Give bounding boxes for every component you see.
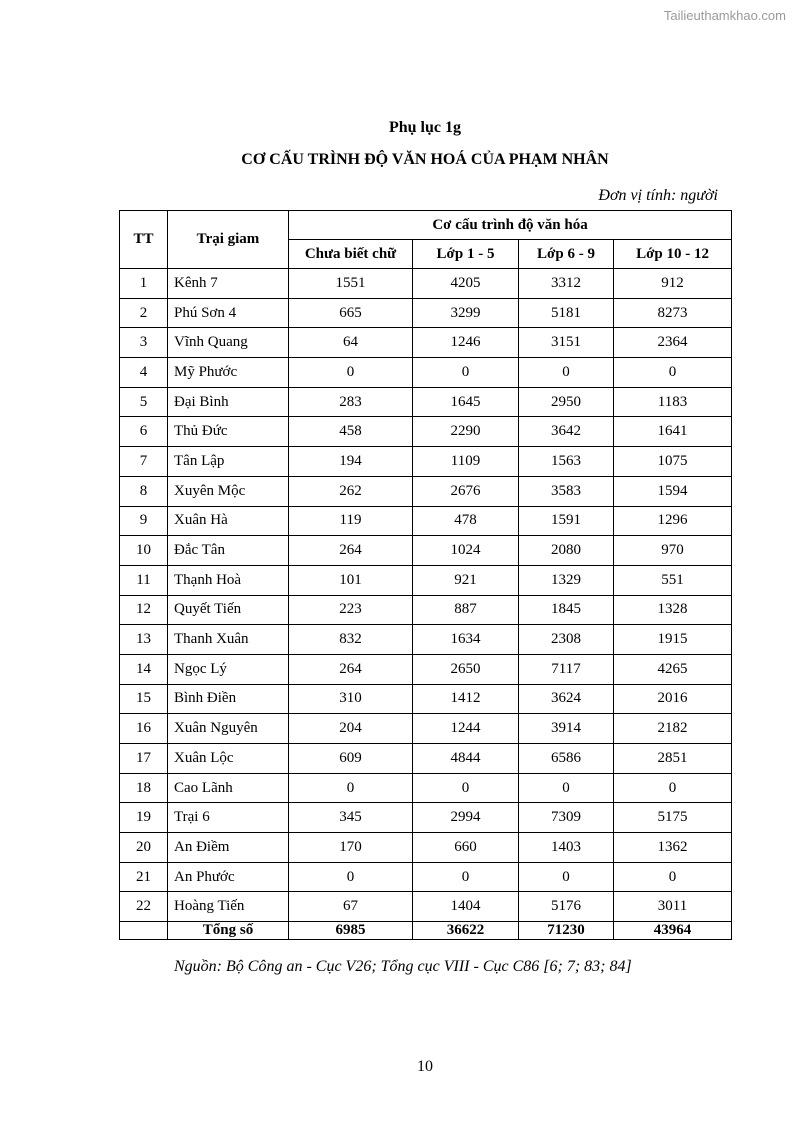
page-number: 10 xyxy=(417,1058,433,1075)
grade-10-12-count: 2182 xyxy=(614,714,732,744)
camp-name: Xuân Hà xyxy=(168,506,289,536)
grade-10-12-count: 1362 xyxy=(614,833,732,863)
grade-6-9-count: 3151 xyxy=(519,328,614,358)
camp-name: An Phước xyxy=(168,862,289,892)
grade-6-9-count: 0 xyxy=(519,862,614,892)
illiterate-count: 67 xyxy=(289,892,413,922)
table-row xyxy=(120,506,732,536)
camp-name: Trại 6 xyxy=(168,803,289,833)
camp-name: Hoàng Tiến xyxy=(168,892,289,922)
camp-name: Thạnh Hoà xyxy=(168,565,289,595)
row-number: 7 xyxy=(120,447,168,477)
illiterate-count: 1551 xyxy=(289,269,413,299)
row-number: 2 xyxy=(120,298,168,328)
grade-6-9-count: 2308 xyxy=(519,625,614,655)
row-number: 4 xyxy=(120,358,168,388)
grade-6-9-count: 3914 xyxy=(519,714,614,744)
row-number: 3 xyxy=(120,328,168,358)
total-illiterate: 6985 xyxy=(289,922,413,940)
camp-name: Mỹ Phước xyxy=(168,358,289,388)
table-row xyxy=(120,387,732,417)
illiterate-count: 283 xyxy=(289,387,413,417)
table-row xyxy=(120,654,732,684)
grade-6-9-count: 3642 xyxy=(519,417,614,447)
camp-name: Đại Bình xyxy=(168,387,289,417)
grade-10-12-count: 0 xyxy=(614,773,732,803)
table-row xyxy=(120,773,732,803)
grade-10-12-count: 2016 xyxy=(614,684,732,714)
grade-6-9-count: 1563 xyxy=(519,447,614,477)
grade-1-5-count: 1246 xyxy=(413,328,519,358)
table-row xyxy=(120,328,732,358)
illiterate-count: 264 xyxy=(289,654,413,684)
row-number: 5 xyxy=(120,387,168,417)
illiterate-count: 119 xyxy=(289,506,413,536)
illiterate-count: 101 xyxy=(289,565,413,595)
row-number: 22 xyxy=(120,892,168,922)
row-number: 14 xyxy=(120,654,168,684)
illiterate-count: 223 xyxy=(289,595,413,625)
illiterate-count: 204 xyxy=(289,714,413,744)
illiterate-count: 0 xyxy=(289,862,413,892)
camp-name: Thủ Đức xyxy=(168,417,289,447)
grade-1-5-count: 2290 xyxy=(413,417,519,447)
table-row xyxy=(120,269,732,299)
camp-name: Xuyên Mộc xyxy=(168,476,289,506)
grade-1-5-count: 660 xyxy=(413,833,519,863)
camp-name: Ngọc Lý xyxy=(168,654,289,684)
table-row xyxy=(120,625,732,655)
grade-6-9-count: 7309 xyxy=(519,803,614,833)
grade-6-9-count: 7117 xyxy=(519,654,614,684)
illiterate-count: 665 xyxy=(289,298,413,328)
header-education-group: Cơ cấu trình độ văn hóa xyxy=(289,211,732,240)
camp-name: Tân Lập xyxy=(168,447,289,477)
table-row xyxy=(120,595,732,625)
illiterate-count: 194 xyxy=(289,447,413,477)
row-number: 18 xyxy=(120,773,168,803)
illiterate-count: 0 xyxy=(289,773,413,803)
grade-10-12-count: 8273 xyxy=(614,298,732,328)
total-grade-1-5: 36622 xyxy=(413,922,519,940)
grade-10-12-count: 912 xyxy=(614,269,732,299)
header-tt: TT xyxy=(120,211,168,269)
row-number: 9 xyxy=(120,506,168,536)
grade-10-12-count: 1328 xyxy=(614,595,732,625)
header-grade-10-12: Lớp 10 - 12 xyxy=(614,240,732,269)
grade-6-9-count: 0 xyxy=(519,358,614,388)
grade-1-5-count: 0 xyxy=(413,862,519,892)
table-row xyxy=(120,803,732,833)
row-number: 16 xyxy=(120,714,168,744)
document-title: CƠ CẤU TRÌNH ĐỘ VĂN HOÁ CỦA PHẠM NHÂN xyxy=(241,151,609,168)
table-row xyxy=(120,447,732,477)
illiterate-count: 310 xyxy=(289,684,413,714)
row-number: 21 xyxy=(120,862,168,892)
row-number: 19 xyxy=(120,803,168,833)
grade-1-5-count: 0 xyxy=(413,358,519,388)
row-number: 13 xyxy=(120,625,168,655)
grade-1-5-count: 478 xyxy=(413,506,519,536)
education-level-table xyxy=(119,210,732,940)
camp-name: Bình Điền xyxy=(168,684,289,714)
grade-1-5-count: 0 xyxy=(413,773,519,803)
row-number: 8 xyxy=(120,476,168,506)
illiterate-count: 609 xyxy=(289,744,413,774)
total-label: Tổng số xyxy=(168,922,289,940)
table-row xyxy=(120,358,732,388)
grade-6-9-count: 1845 xyxy=(519,595,614,625)
grade-1-5-count: 4844 xyxy=(413,744,519,774)
table-row xyxy=(120,417,732,447)
grade-1-5-count: 1404 xyxy=(413,892,519,922)
source-note: Nguồn: Bộ Công an - Cục V26; Tổng cục VIII - Cục C86 [6; 7; 83; 84] xyxy=(174,958,632,975)
grade-1-5-count: 2676 xyxy=(413,476,519,506)
grade-10-12-count: 970 xyxy=(614,536,732,566)
camp-name: Xuân Nguyên xyxy=(168,714,289,744)
row-number: 12 xyxy=(120,595,168,625)
row-number: 6 xyxy=(120,417,168,447)
grade-10-12-count: 1915 xyxy=(614,625,732,655)
header-grade-6-9: Lớp 6 - 9 xyxy=(519,240,614,269)
grade-6-9-count: 1591 xyxy=(519,506,614,536)
table-row xyxy=(120,476,732,506)
camp-name: Cao Lãnh xyxy=(168,773,289,803)
grade-1-5-count: 1645 xyxy=(413,387,519,417)
camp-name: Vĩnh Quang xyxy=(168,328,289,358)
grade-10-12-count: 2851 xyxy=(614,744,732,774)
table-row xyxy=(120,862,732,892)
grade-1-5-count: 2650 xyxy=(413,654,519,684)
row-number: 20 xyxy=(120,833,168,863)
grade-6-9-count: 3312 xyxy=(519,269,614,299)
camp-name: Quyết Tiến xyxy=(168,595,289,625)
illiterate-count: 264 xyxy=(289,536,413,566)
grade-1-5-count: 1244 xyxy=(413,714,519,744)
camp-name: Xuân Lộc xyxy=(168,744,289,774)
camp-name: Đắc Tân xyxy=(168,536,289,566)
table-row xyxy=(120,744,732,774)
grade-10-12-count: 0 xyxy=(614,862,732,892)
grade-6-9-count: 2950 xyxy=(519,387,614,417)
illiterate-count: 262 xyxy=(289,476,413,506)
table-row xyxy=(120,298,732,328)
total-row xyxy=(120,922,732,940)
illiterate-count: 64 xyxy=(289,328,413,358)
table-body xyxy=(120,269,732,922)
grade-10-12-count: 5175 xyxy=(614,803,732,833)
grade-10-12-count: 0 xyxy=(614,358,732,388)
illiterate-count: 345 xyxy=(289,803,413,833)
grade-6-9-count: 5176 xyxy=(519,892,614,922)
grade-10-12-count: 551 xyxy=(614,565,732,595)
grade-1-5-count: 2994 xyxy=(413,803,519,833)
grade-1-5-count: 1634 xyxy=(413,625,519,655)
grade-1-5-count: 1024 xyxy=(413,536,519,566)
watermark: Tailieuthamkhao.com xyxy=(663,8,786,23)
total-grade-10-12: 43964 xyxy=(614,922,732,940)
row-number: 17 xyxy=(120,744,168,774)
grade-10-12-count: 1594 xyxy=(614,476,732,506)
camp-name: Kênh 7 xyxy=(168,269,289,299)
grade-1-5-count: 1412 xyxy=(413,684,519,714)
grade-10-12-count: 1183 xyxy=(614,387,732,417)
table-row xyxy=(120,684,732,714)
grade-6-9-count: 2080 xyxy=(519,536,614,566)
grade-6-9-count: 0 xyxy=(519,773,614,803)
illiterate-count: 170 xyxy=(289,833,413,863)
camp-name: Thanh Xuân xyxy=(168,625,289,655)
grade-1-5-count: 921 xyxy=(413,565,519,595)
total-empty-cell xyxy=(120,922,168,940)
row-number: 15 xyxy=(120,684,168,714)
grade-6-9-count: 1403 xyxy=(519,833,614,863)
grade-10-12-count: 3011 xyxy=(614,892,732,922)
grade-6-9-count: 6586 xyxy=(519,744,614,774)
camp-name: An Điềm xyxy=(168,833,289,863)
grade-6-9-count: 3624 xyxy=(519,684,614,714)
table-row xyxy=(120,565,732,595)
header-illiterate: Chưa biết chữ xyxy=(289,240,413,269)
table-row xyxy=(120,833,732,863)
unit-label: Đơn vị tính: người xyxy=(598,187,718,204)
grade-10-12-count: 4265 xyxy=(614,654,732,684)
grade-10-12-count: 1296 xyxy=(614,506,732,536)
grade-1-5-count: 3299 xyxy=(413,298,519,328)
grade-6-9-count: 5181 xyxy=(519,298,614,328)
camp-name: Phú Sơn 4 xyxy=(168,298,289,328)
illiterate-count: 458 xyxy=(289,417,413,447)
grade-1-5-count: 887 xyxy=(413,595,519,625)
table-row xyxy=(120,892,732,922)
header-grade-1-5: Lớp 1 - 5 xyxy=(413,240,519,269)
grade-1-5-count: 4205 xyxy=(413,269,519,299)
row-number: 10 xyxy=(120,536,168,566)
grade-10-12-count: 1075 xyxy=(614,447,732,477)
grade-1-5-count: 1109 xyxy=(413,447,519,477)
illiterate-count: 832 xyxy=(289,625,413,655)
table-row xyxy=(120,536,732,566)
row-number: 1 xyxy=(120,269,168,299)
grade-6-9-count: 1329 xyxy=(519,565,614,595)
total-grade-6-9: 71230 xyxy=(519,922,614,940)
header-camp: Trại giam xyxy=(168,211,289,269)
row-number: 11 xyxy=(120,565,168,595)
appendix-label: Phụ lục 1g xyxy=(388,119,461,136)
grade-10-12-count: 1641 xyxy=(614,417,732,447)
illiterate-count: 0 xyxy=(289,358,413,388)
grade-10-12-count: 2364 xyxy=(614,328,732,358)
table-row xyxy=(120,714,732,744)
grade-6-9-count: 3583 xyxy=(519,476,614,506)
